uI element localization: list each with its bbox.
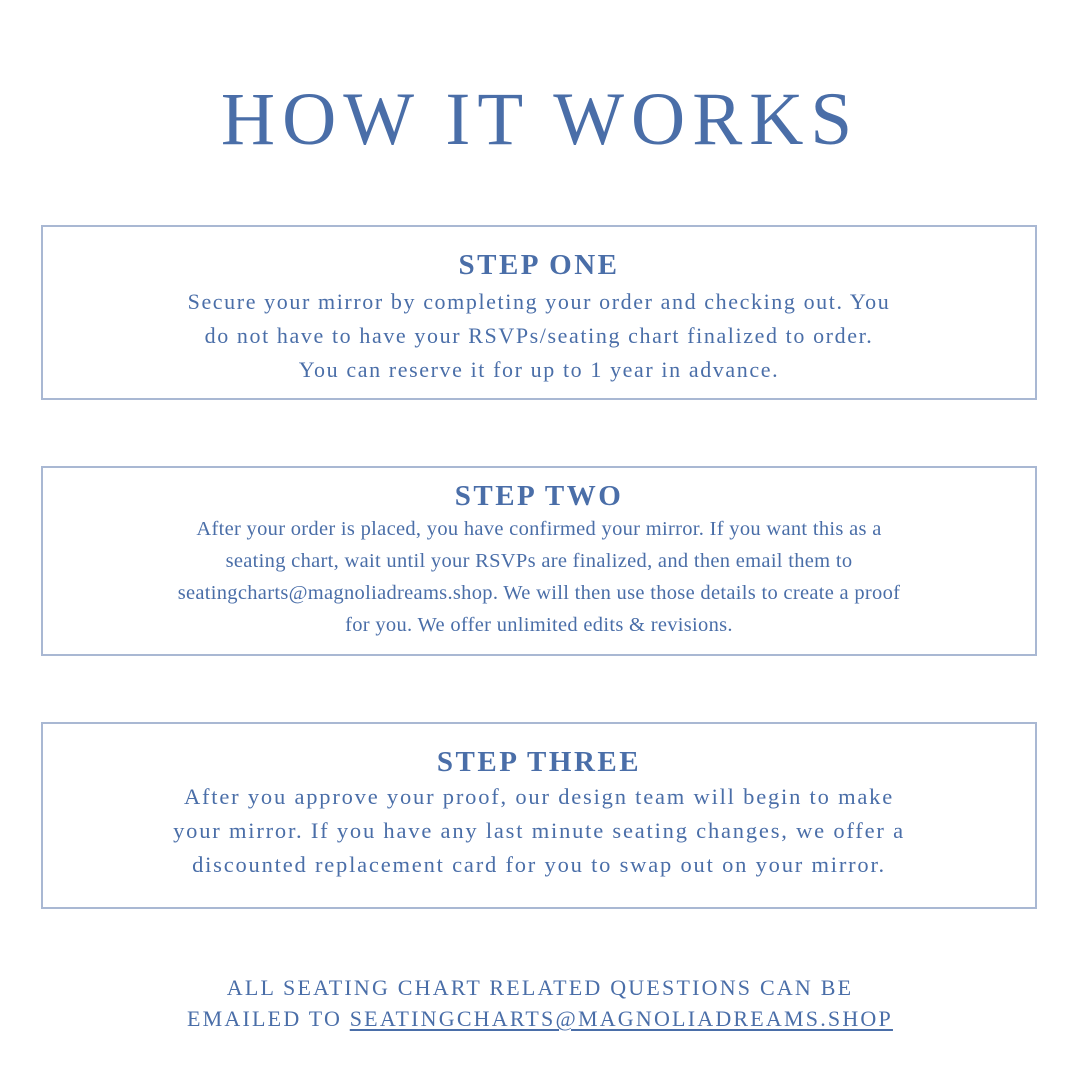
step-two-heading: STEP TWO — [454, 480, 624, 512]
step-two-card — [41, 466, 1037, 656]
page-title: HOW IT WORKS — [220, 78, 860, 161]
step-one-card — [41, 225, 1037, 400]
step-one-description — [89, 285, 989, 387]
step-one-line-3: You can reserve it for up to 1 year in advance. — [298, 357, 780, 382]
step-two-line-4: for you. We offer unlimited edits & revisions. — [345, 614, 733, 636]
step-three-line-1: After you approve your proof, our design team will begin to make — [183, 784, 895, 809]
footer-email-prefix: EMAILED TO — [187, 1006, 350, 1031]
step-one-line-1: Secure your mirror by completing your order and checking out. You — [187, 289, 891, 314]
step-two-line-2: seating chart, wait until your RSVPs are finalized, and then email them to — [225, 550, 853, 572]
step-one-line-2: do not have to have your RSVPs/seating chart finalized to order. — [204, 323, 874, 348]
footer-contact-note — [0, 972, 1080, 1034]
footer-email-link[interactable]: SEATINGCHARTS@MAGNOLIADREAMS.SHOP — [349, 1006, 893, 1031]
step-three-line-3: discounted replacement card for you to swap out on your mirror. — [192, 852, 886, 877]
step-three-heading: STEP THREE — [436, 746, 642, 778]
step-two-description — [89, 513, 989, 641]
step-three-description — [89, 780, 989, 882]
step-one-heading: STEP ONE — [458, 249, 620, 281]
step-two-line-3: seatingcharts@magnoliadreams.shop. We will then use those details to create a proof — [177, 582, 901, 604]
footer-line-1: ALL SEATING CHART RELATED QUESTIONS CAN BE — [226, 975, 854, 1000]
step-three-card — [41, 722, 1037, 909]
step-two-line-1: After your order is placed, you have confirmed your mirror. If you want this as a — [196, 518, 882, 540]
footer-line-2 — [0, 1003, 1080, 1034]
step-three-line-2: your mirror. If you have any last minute seating changes, we offer a — [173, 818, 905, 843]
